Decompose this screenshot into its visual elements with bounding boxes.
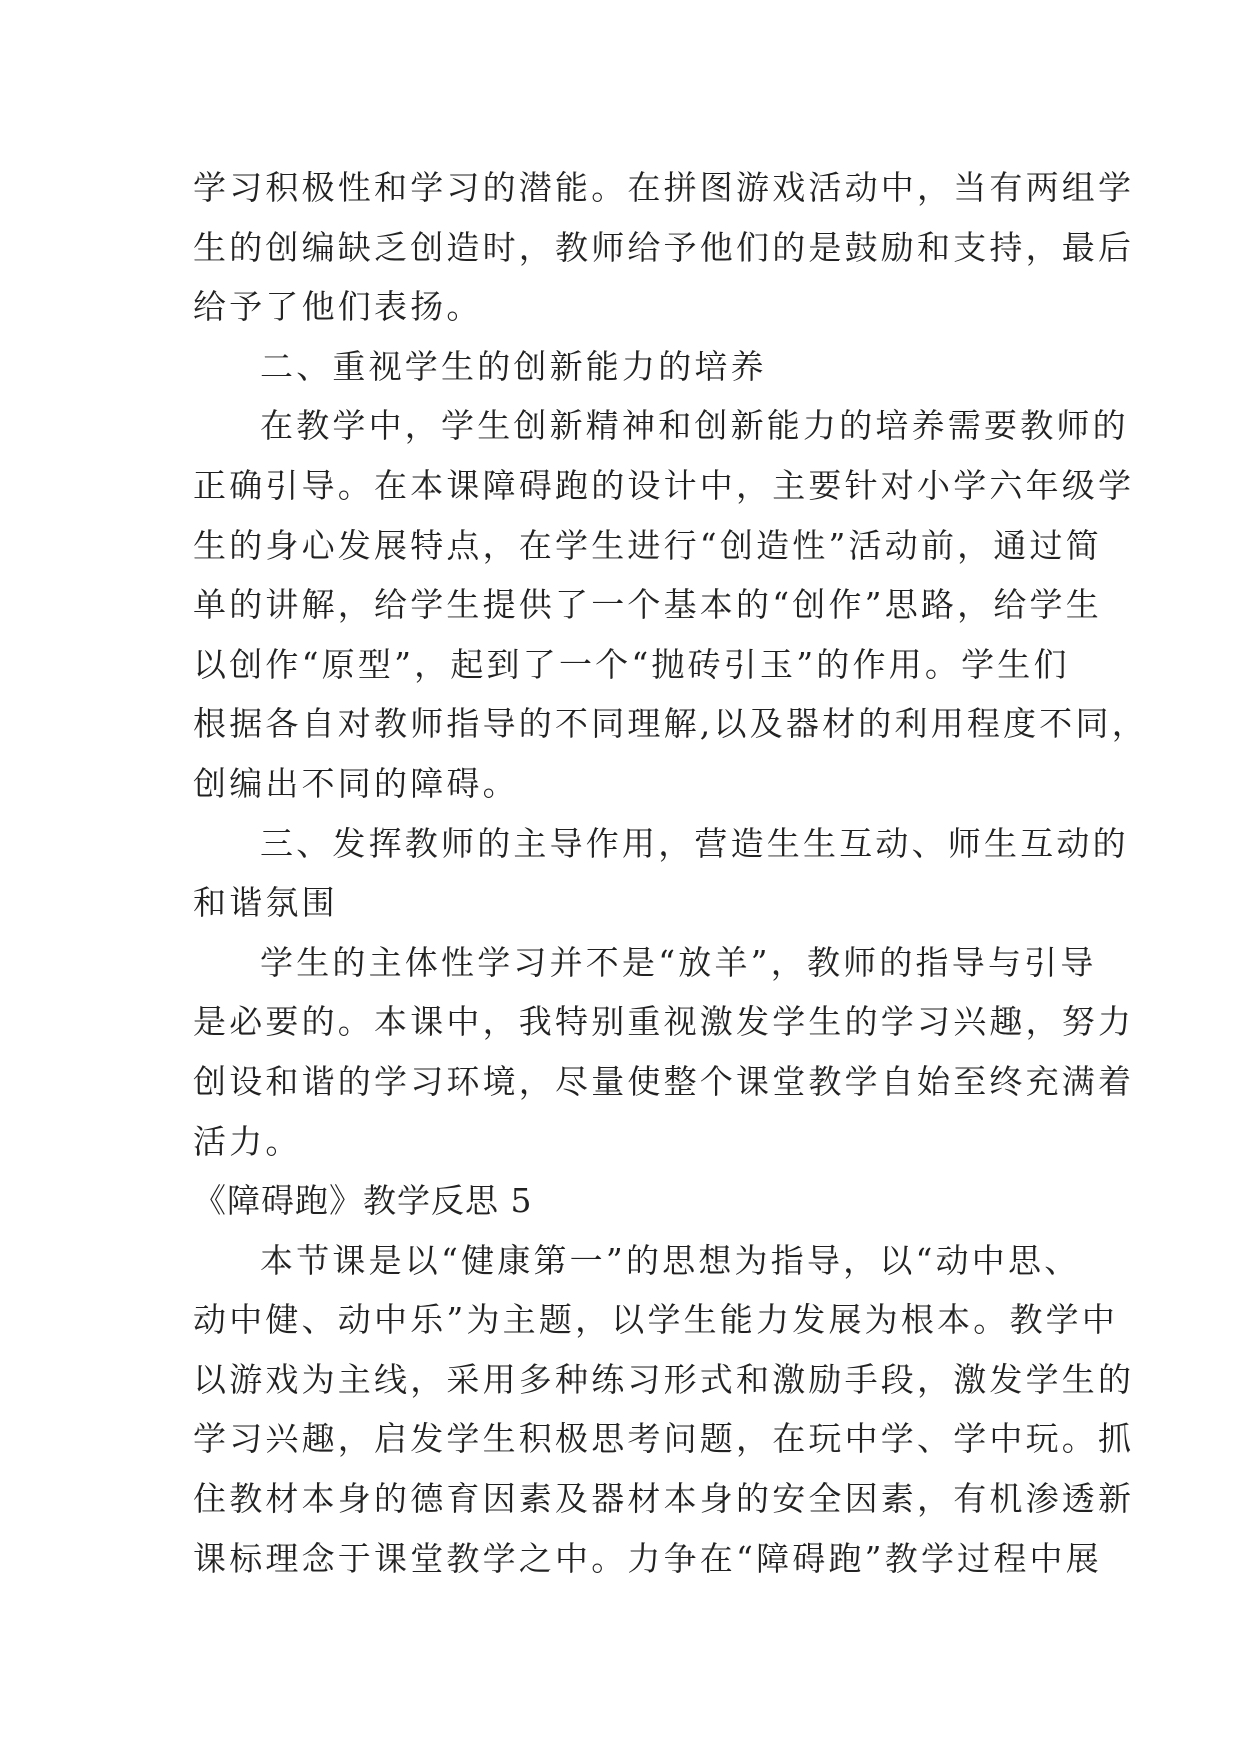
text-line: 根据各自对教师指导的不同理解,以及器材的利用程度不同， [193,704,1148,744]
text-line: 学习兴趣，启发学生积极思考问题，在玩中学、学中玩。抓 [193,1419,1135,1459]
text-line: 是必要的。本课中，我特别重视激发学生的学习兴趣，努力 [193,1002,1135,1042]
text-line: 活力。 [193,1121,302,1161]
text-line: 学生的主体性学习并不是“放羊”，教师的指导与引导 [260,942,1097,982]
section-heading-3: 三、发挥教师的主导作用，营造生生互动、师生互动的 [260,823,1129,863]
text-line: 本节课是以“健康第一”的思想为指导，以“动中思、 [260,1240,1081,1280]
text-line: 创编出不同的障碍。 [193,763,519,803]
text-line: 正确引导。在本课障碍跑的设计中，主要针对小学六年级学 [193,465,1135,505]
reflection-title: 《障碍跑》教学反思 5 [193,1181,533,1221]
text-line: 以创作“原型”，起到了一个“抛砖引玉”的作用。学生们 [193,644,1070,684]
text-line: 住教材本身的德育因素及器材本身的安全因素，有机渗透新 [193,1479,1135,1519]
text-line: 生的身心发展特点，在学生进行“创造性”活动前，通过简 [193,525,1102,565]
text-line: 和谐氛围 [193,883,338,923]
text-line: 以游戏为主线，采用多种练习形式和激励手段，激发学生的 [193,1359,1135,1399]
text-line: 动中健、动中乐”为主题，以学生能力发展为根本。教学中 [193,1300,1119,1340]
text-line: 在教学中，学生创新精神和创新能力的培养需要教师的 [260,406,1129,446]
text-line: 生的创编缺乏创造时，教师给予他们的是鼓励和支持，最后 [193,227,1135,267]
document-body [193,158,1148,1588]
text-line: 课标理念于课堂教学之中。力争在“障碍跑”教学过程中展 [193,1538,1102,1578]
text-line: 单的讲解，给学生提供了一个基本的“创作”思路，给学生 [193,585,1102,625]
text-line: 给予了他们表扬。 [193,287,483,327]
text-line: 学习积极性和学习的潜能。在拼图游戏活动中，当有两组学 [193,168,1135,207]
section-heading-2: 二、重视学生的创新能力的培养 [260,346,767,386]
text-line: 创设和谐的学习环境，尽量使整个课堂教学自始至终充满着 [193,1061,1135,1101]
